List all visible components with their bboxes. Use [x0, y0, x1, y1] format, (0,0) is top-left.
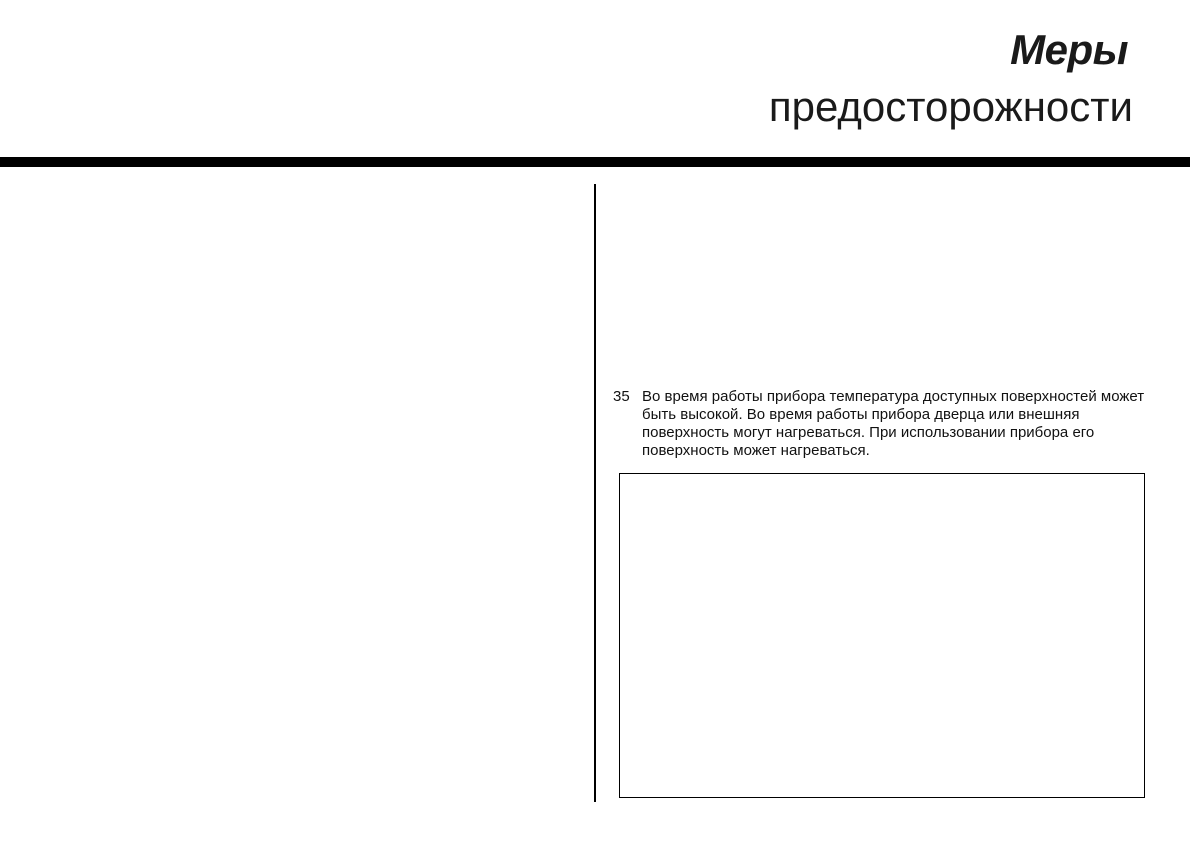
page-title-line2: предосторожности: [768, 83, 1133, 130]
page-title-line1: Меры: [1010, 26, 1128, 73]
safety-item: [613, 388, 1158, 460]
header-divider: [0, 157, 1190, 167]
item-number: 35: [613, 388, 630, 405]
illustration-frame: [619, 473, 1145, 798]
column-divider: [594, 184, 596, 802]
item-text: Во время работы прибора температура доступных поверхностей может быть высокой. Во время работы прибора дверца или внешняя поверхность могут нагреваться. При использовании прибора его поверхность может нагреваться.: [642, 388, 1145, 459]
